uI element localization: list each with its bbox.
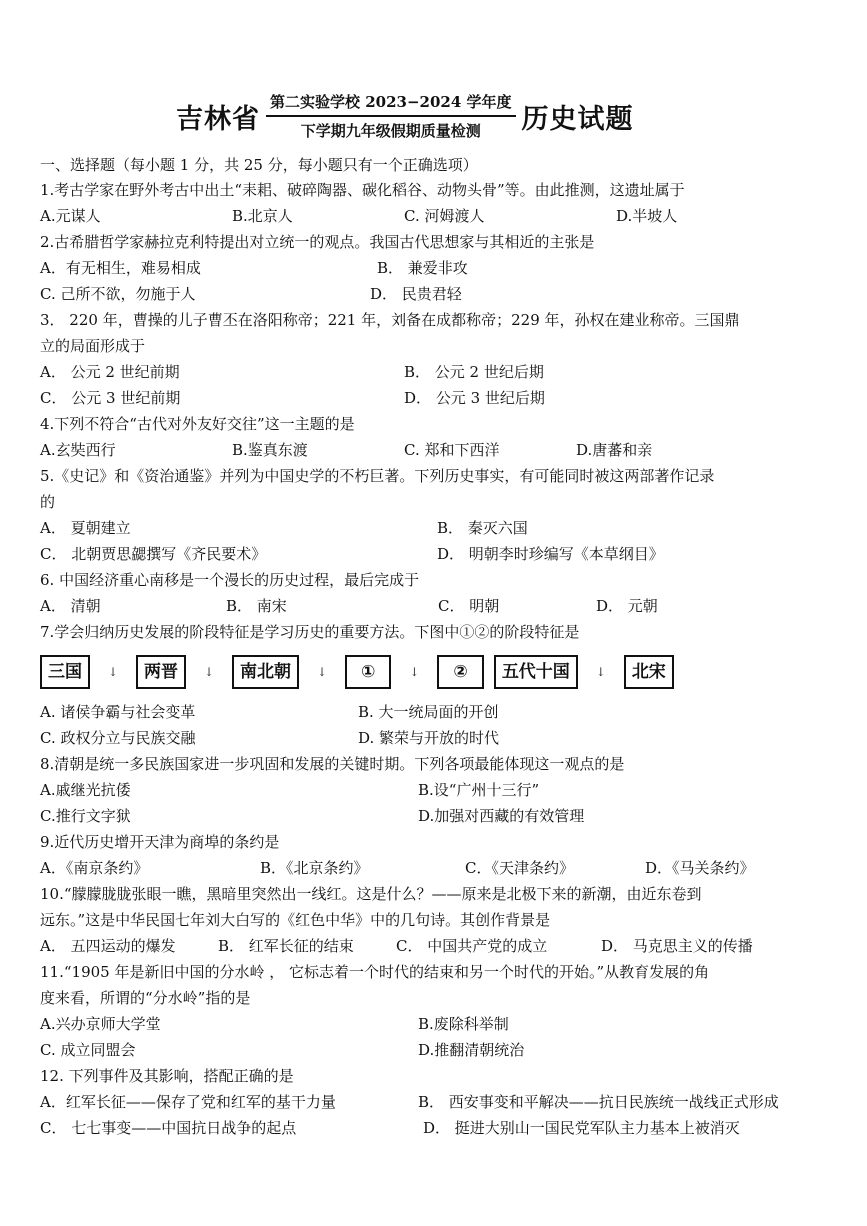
q11-stem-1: 11.“1905 年是新旧中国的分水岭 ， 它标志着一个时代的结束和另一个时代的开始。”从教育发展的角 [40, 963, 710, 981]
q1-option-c[interactable]: C. 河姆渡人 [404, 207, 485, 225]
q6-option-c[interactable]: C． 明朝 [438, 597, 500, 615]
q6-option-b[interactable]: B． 南宋 [226, 597, 287, 615]
q4-option-c[interactable]: C. 郑和下西洋 [404, 441, 500, 459]
timeline-box: 两晋 [136, 655, 186, 689]
q7-option-d[interactable]: D. 繁荣与开放的时代 [358, 729, 500, 747]
q5-stem-2: 的 [40, 493, 56, 511]
q7-options-1 [40, 699, 840, 725]
q1-option-b[interactable]: B.北京人 [232, 207, 293, 225]
q12-option-a[interactable]: A．红军长征——保存了党和红军的基干力量 [40, 1093, 336, 1111]
timeline-separator: ↓ [203, 665, 215, 679]
exam-name: 下学期九年级假期质量检测 [300, 122, 481, 140]
q8-options-1 [40, 777, 840, 803]
q10-option-a[interactable]: A． 五四运动的爆发 [40, 937, 176, 955]
q11-options-2 [40, 1037, 840, 1063]
q2-option-d[interactable]: D． 民贵君轻 [370, 285, 462, 303]
q12-options-1 [40, 1089, 840, 1115]
q4-option-d[interactable]: D.唐蕃和亲 [576, 441, 653, 459]
province-title: 吉林省 [176, 103, 260, 135]
q6-option-d[interactable]: D． 元朝 [596, 597, 658, 615]
q11-options-1 [40, 1011, 840, 1037]
q7-option-b[interactable]: B. 大一统局面的开创 [358, 703, 499, 721]
school-name: 第二实验学校 2023−2024 学年度 [266, 91, 516, 117]
q11-option-d[interactable]: D.推翻清朝统治 [418, 1041, 525, 1059]
q3-option-d[interactable]: D． 公元 3 世纪后期 [404, 389, 545, 407]
q6-options [40, 593, 840, 619]
q10-options [40, 933, 840, 959]
q7-stem: 7.学会归纳历史发展的阶段特征是学习历史的重要方法。下图中①②的阶段特征是 [40, 623, 580, 641]
q9-options [40, 855, 840, 881]
q8-option-c[interactable]: C.推行文字狱 [40, 807, 131, 825]
subject-title: 历史试题 [521, 103, 634, 135]
q9-option-b[interactable]: B．《北京条约》 [260, 859, 369, 877]
q11-stem-2: 度来看，所谓的“分水岭”指的是 [40, 989, 251, 1007]
q4-stem: 4.下列不符合“古代对外友好交往”这一主题的是 [40, 415, 355, 433]
q12-stem: 12. 下列事件及其影响，搭配正确的是 [40, 1067, 294, 1085]
q5-options-1 [40, 515, 840, 541]
q3-stem-1: 3． 220 年，曹操的儿子曹丕在洛阳称帝；221 年，刘备在成都称帝；229 年，孙权在建业称帝。三国鼎 [40, 311, 740, 329]
q1-options [40, 203, 840, 229]
q2-option-c[interactable]: C. 己所不欲，勿施于人 [40, 285, 196, 303]
timeline-box: 北宋 [624, 655, 674, 689]
timeline-separator: ↓ [409, 665, 420, 679]
q7-timeline [40, 648, 840, 696]
exam-header [176, 86, 634, 146]
q10-option-c[interactable]: C． 中国共产党的成立 [396, 937, 548, 955]
q12-options-2 [40, 1115, 840, 1141]
timeline-box: 南北朝 [232, 655, 299, 689]
q11-option-c[interactable]: C. 成立同盟会 [40, 1041, 136, 1059]
q5-option-a[interactable]: A． 夏朝建立 [40, 519, 131, 537]
timeline-box: 三国 [40, 655, 90, 689]
q2-option-a[interactable]: A．有无相生，难易相成 [40, 259, 201, 277]
q9-option-c[interactable]: C．《天津条约》 [465, 859, 574, 877]
q12-option-c[interactable]: C． 七七事变——中国抗日战争的起点 [40, 1119, 297, 1137]
timeline-separator: ↓ [316, 665, 328, 679]
q5-option-c[interactable]: C． 北朝贾思勰撰写《齐民要术》 [40, 545, 267, 563]
q8-option-a[interactable]: A.戚继光抗倭 [40, 781, 131, 799]
q9-option-d[interactable]: D．《马关条约》 [645, 859, 755, 877]
q3-option-c[interactable]: C． 公元 3 世纪前期 [40, 389, 181, 407]
q1-stem: 1.考古学家在野外考古中出土“耒耜、破碎陶器、碳化稻谷、动物头骨”等。由此推测，这遗址属于 [40, 181, 685, 199]
q8-stem: 8.清朝是统一多民族国家进一步巩固和发展的关键时期。下列各项最能体现这一观点的是 [40, 755, 625, 773]
timeline-separator: ↓ [107, 665, 119, 679]
q10-option-b[interactable]: B． 红军长征的结束 [218, 937, 354, 955]
q1-option-d[interactable]: D.半坡人 [616, 207, 678, 225]
q10-stem-2: 远东。”这是中华民国七年刘大白写的《红色中华》中的几句诗。其创作背景是 [40, 911, 551, 929]
section-heading: 一、选择题（每小题 1 分，共 25 分，每小题只有一个正确选项） [40, 156, 478, 174]
timeline-box-blank: ② [437, 655, 483, 689]
q1-option-a[interactable]: A.元谋人 [40, 207, 101, 225]
q8-option-b[interactable]: B.设“广州十三行” [418, 781, 540, 799]
q2-stem: 2.古希腊哲学家赫拉克利特提出对立统一的观点。我国古代思想家与其相近的主张是 [40, 233, 595, 251]
q8-option-d[interactable]: D.加强对西藏的有效管理 [418, 807, 585, 825]
q5-option-b[interactable]: B． 秦灭六国 [437, 519, 528, 537]
q4-option-b[interactable]: B.鉴真东渡 [232, 441, 308, 459]
timeline-box-blank: ① [345, 655, 391, 689]
timeline-separator: ↓ [595, 665, 606, 679]
q12-option-b[interactable]: B． 西安事变和平解决——抗日民族统一战线正式形成 [418, 1093, 779, 1111]
q3-options-2 [40, 385, 840, 411]
q5-options-2 [40, 541, 840, 567]
q6-option-a[interactable]: A． 清朝 [40, 597, 101, 615]
q6-stem: 6. 中国经济重心南移是一个漫长的历史过程，最后完成于 [40, 571, 420, 589]
q5-stem-1: 5.《史记》和《资治通鉴》并列为中国史学的不朽巨著。下列历史事实，有可能同时被这两部著作记录 [40, 467, 715, 485]
q12-option-d[interactable]: D． 挺进大别山一国民党军队主力基本上被消灭 [423, 1119, 740, 1137]
q3-option-b[interactable]: B． 公元 2 世纪后期 [404, 363, 544, 381]
q9-option-a[interactable]: A．《南京条约》 [40, 859, 149, 877]
q5-option-d[interactable]: D． 明朝李时珍编写《本草纲目》 [437, 545, 664, 563]
timeline-box: 五代十国 [494, 655, 578, 689]
q2-options-1 [40, 255, 840, 281]
q4-option-a[interactable]: A.玄奘西行 [40, 441, 116, 459]
q9-stem: 9.近代历史增开天津为商埠的条约是 [40, 833, 280, 851]
q11-option-a[interactable]: A.兴办京师大学堂 [40, 1015, 161, 1033]
q7-options-2 [40, 725, 840, 751]
q3-options-1 [40, 359, 840, 385]
questions [40, 152, 840, 1141]
q2-option-b[interactable]: B． 兼爱非攻 [377, 259, 468, 277]
q11-option-b[interactable]: B.废除科举制 [418, 1015, 509, 1033]
q7-option-a[interactable]: A. 诸侯争霸与社会变革 [40, 703, 196, 721]
q10-stem-1: 10.“朦朦胧胧张眼一瞧，黑暗里突然出一线红。这是什么？——原来是北极下来的新潮，由近东卷到 [40, 885, 702, 903]
q4-options [40, 437, 840, 463]
q2-options-2 [40, 281, 840, 307]
q3-option-a[interactable]: A． 公元 2 世纪前期 [40, 363, 180, 381]
q10-option-d[interactable]: D． 马克思主义的传播 [601, 937, 753, 955]
school-block [266, 91, 516, 141]
q3-stem-2: 立的局面形成于 [40, 337, 146, 355]
q8-options-2 [40, 803, 840, 829]
q7-option-c[interactable]: C. 政权分立与民族交融 [40, 729, 196, 747]
